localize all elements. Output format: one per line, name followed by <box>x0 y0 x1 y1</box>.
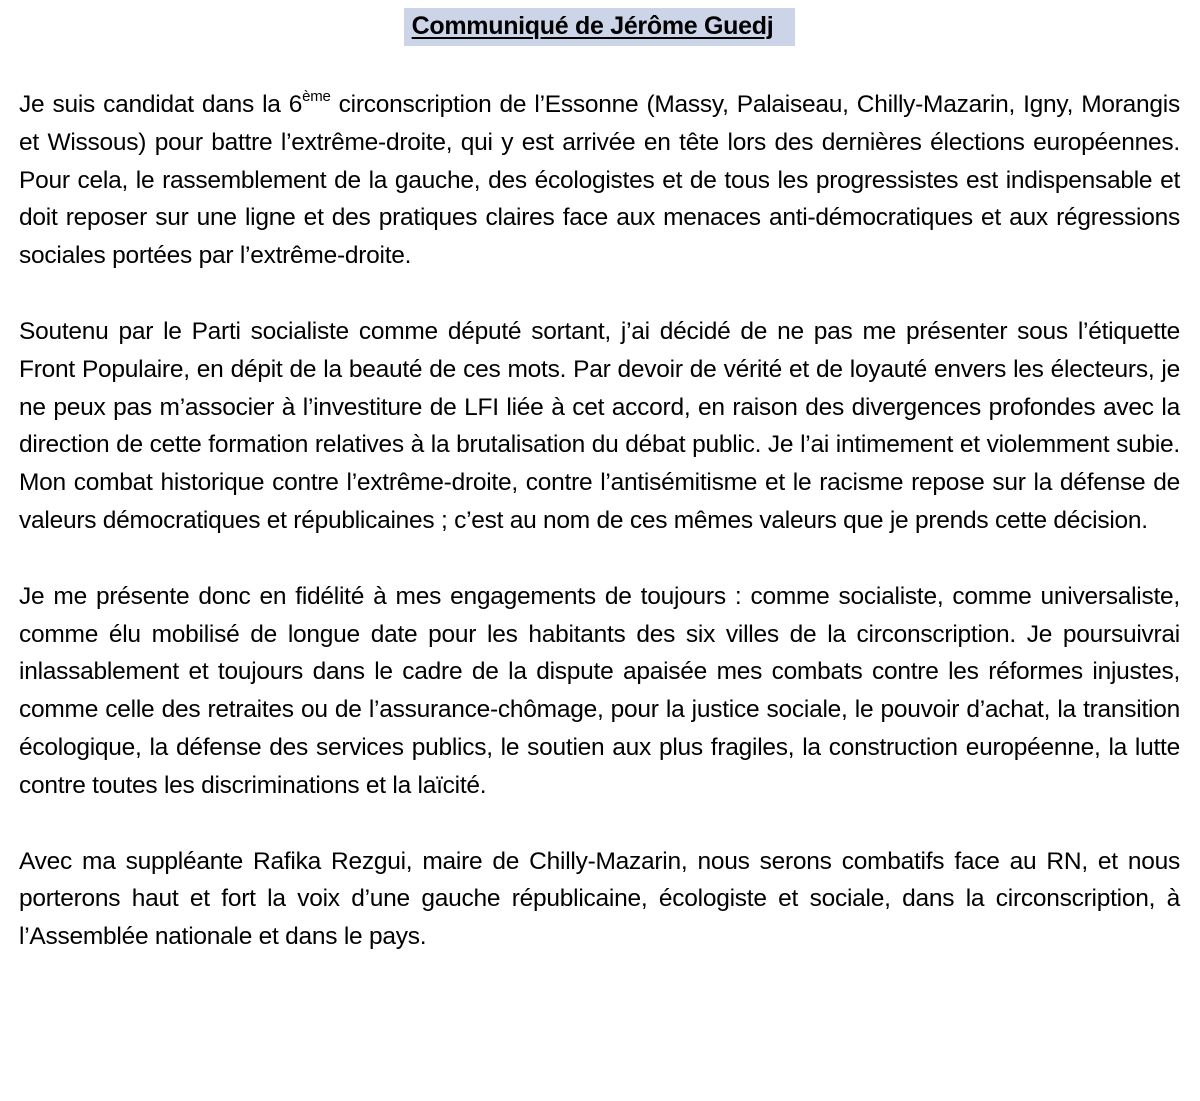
document-title: Communiqué de Jérôme Guedj <box>404 8 796 46</box>
ordinal-superscript: ème <box>302 87 331 105</box>
paragraph-2: Soutenu par le Parti socialiste comme député sortant, j’ai décidé de ne pas me présenter sous l’étiquette Front Populaire, en dépit de la beauté de ces mots. Par devoir de vérité et de loyauté envers les électeurs, je ne peux pas m’associer à l’investiture de LFI liée à cet accord, en raison des divergences profondes avec la direction de cette formation relatives à la brutalisation du débat public. Je l’ai intimement et violemment subie. Mon combat historique contre l’extrême-droite, contre l’antisémitisme et le racisme repose sur la défense de valeurs démocratiques et républicaines ; c’est au nom de ces mêmes valeurs que je prends cette décision. <box>19 317 1180 534</box>
paragraph-1 <box>19 86 1180 275</box>
title-row <box>19 0 1180 52</box>
paragraph-4: Avec ma suppléante Rafika Rezgui, maire de Chilly-Mazarin, nous serons combatifs face au RN, et nous porterons haut et fort la voix d’une gauche républicaine, écologiste et sociale, dans la circonscription, à l’Assemblée nationale et dans le pays. <box>19 847 1180 951</box>
paragraph-1-rest: circonscription de l’Essonne (Massy, Palaiseau, Chilly-Mazarin, Igny, Morangis et Wissous) pour battre l’extrême-droite, qui y est arrivée en tête lors des dernières élections européennes. Pour cela, le rassemblement de la gauche, des écologistes et de tous les progressistes est indispensable et doit reposer sur une ligne et des pratiques claires face aux menaces anti-démocratiques et aux régressions sociales portées par l’extrême-droite. <box>19 91 1180 270</box>
paragraph-3: Je me présente donc en fidélité à mes engagements de toujours : comme socialiste, comme universaliste, comme élu mobilisé de longue date pour les habitants des six villes de la circonscription. Je poursuivrai inlassablement et toujours dans le cadre de la dispute apaisée mes combats contre les réformes injustes, comme celle des retraites ou de l’assurance-chômage, pour la justice sociale, le pouvoir d’achat, la transition écologique, la défense des services publics, le soutien aux plus fragiles, la construction européenne, la lutte contre toutes les discriminations et la laïcité. <box>19 582 1180 799</box>
paragraph-1-start: Je suis candidat dans la 6 <box>19 91 303 118</box>
